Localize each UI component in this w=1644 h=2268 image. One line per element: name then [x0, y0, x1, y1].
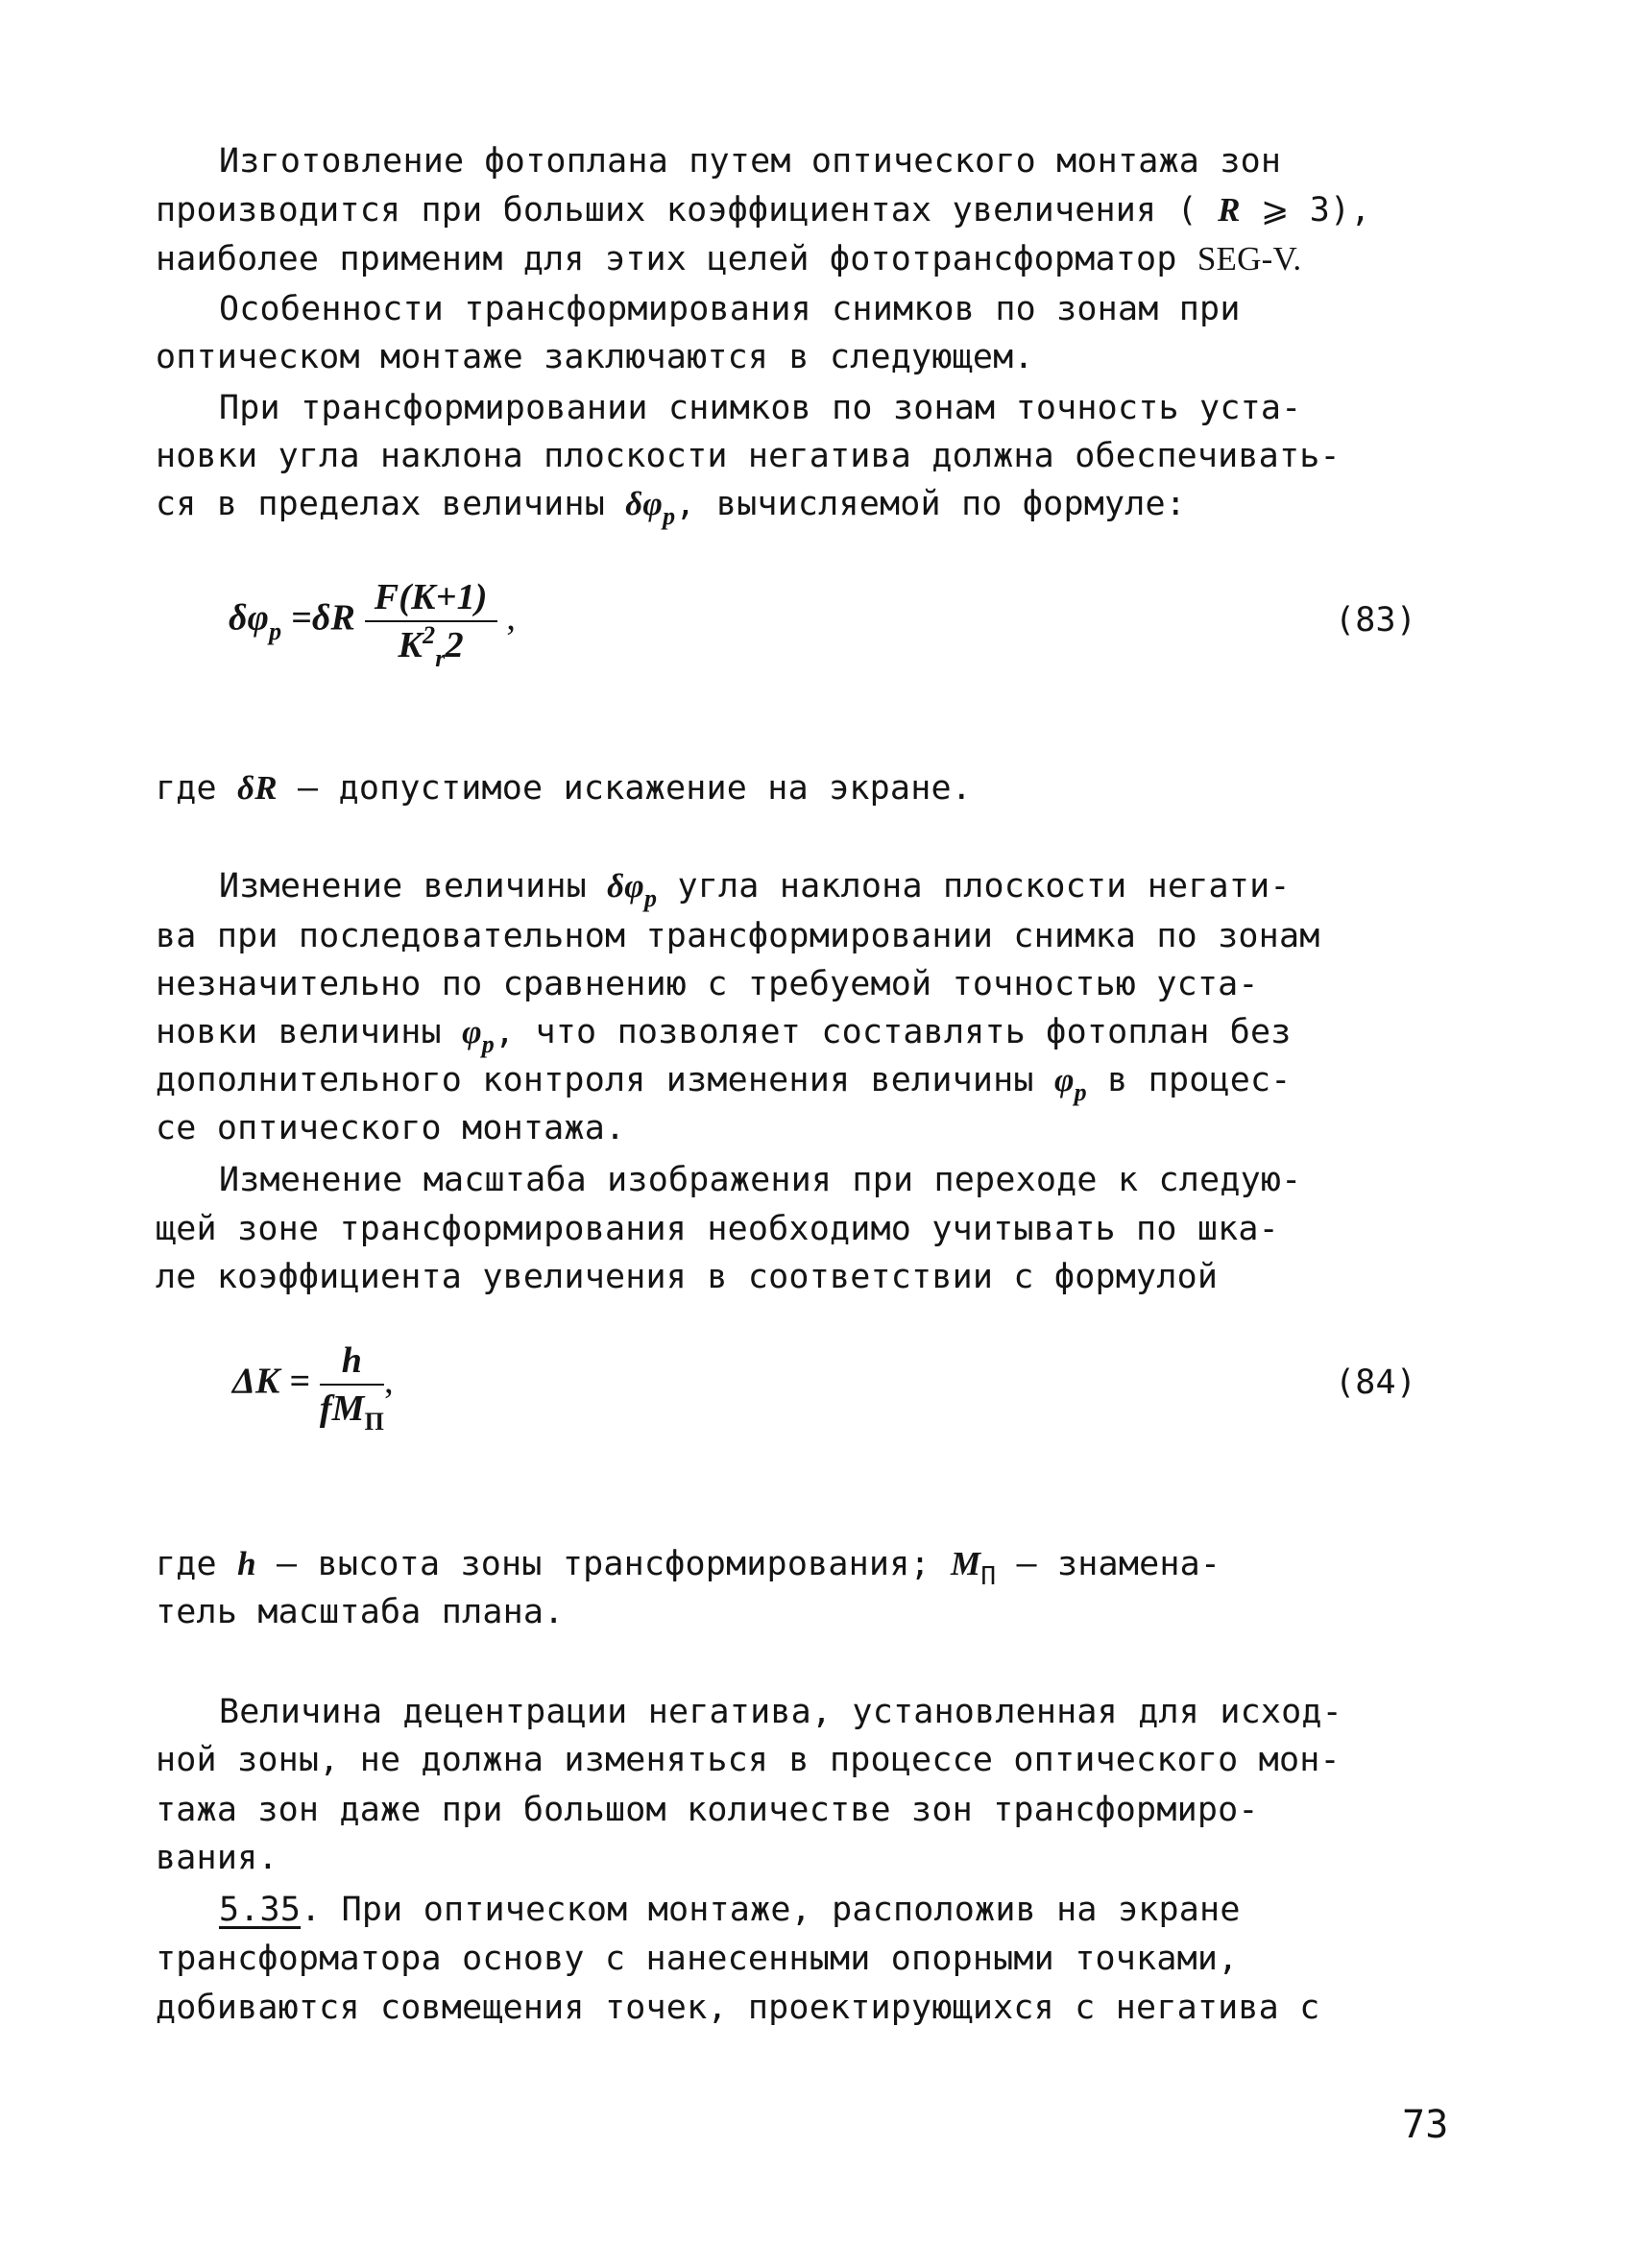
where-h-line-1: где h – высота зоны трансформирования; $M_П$ – знамена- — [156, 1545, 1221, 1591]
paragraph-1-line-2: производится при больших коэффициентах увеличения ( R ⩾ 3), — [156, 191, 1371, 229]
formula-83: $\delta\varphi_p =\delta R$ $\frac{F(K+1)}{K^2_r2}$ , — [229, 577, 517, 672]
fraction-83: $\frac{F(K+1)}{K^2_r2}$ — [365, 576, 497, 666]
where-delta-r: где δR – допустимое искажение на экране. — [156, 769, 973, 808]
equation-number-83: (83) — [1335, 601, 1417, 639]
paragraph-5-line-2: щей зоне трансформирования необходимо учитывать по шка- — [156, 1210, 1279, 1248]
paragraph-7-line-3: добиваются совмещения точек, проектирующихся с негатива с — [156, 1989, 1320, 2027]
paragraph-4-line-3: незначительно по сравнению с требуемой точностью уста- — [156, 965, 1259, 1003]
paragraph-4-line-5: дополнительного контроля изменения величины $\varphi_p$ в процес- — [156, 1061, 1292, 1106]
paragraph-6-line-1: Величина децентрации негатива, установленная для исход- — [219, 1693, 1342, 1731]
paragraph-3-line-1: При трансформировании снимков по зонам точность уста- — [219, 389, 1302, 427]
formula-84: ΔK = $\frac{h}{fM_П}$ , — [232, 1340, 394, 1436]
page-number: 73 — [1402, 2103, 1449, 2147]
paragraph-2-line-1: Особенности трансформирования снимков по зонам при — [219, 290, 1241, 328]
where-h-line-2: тель масштаба плана. — [156, 1593, 565, 1631]
paragraph-1-line-1: Изготовление фотоплана путем оптического монтажа зон — [219, 142, 1282, 181]
paragraph-6-line-3: тажа зон даже при большом количестве зон трансформиро- — [156, 1791, 1259, 1829]
fraction-84: $\frac{h}{fM_П}$ — [319, 1340, 385, 1436]
paragraph-4-line-1: Изменение величины $\delta\varphi_p$ угла наклона плоскости негати- — [219, 867, 1291, 912]
paragraph-7-line-2: трансформатора основу с нанесенными опорными точками, — [156, 1940, 1239, 1978]
paragraph-3-line-3: ся в пределах величины $\delta\varphi_p$, вычисляемой по формуле: — [156, 485, 1187, 530]
paragraph-4-line-2: ва при последовательном трансформировании снимка по зонам — [156, 917, 1320, 955]
paragraph-1-line-3: наиболее применим для этих целей фототрансформатор SEG-V. — [156, 240, 1302, 278]
paragraph-6-line-2: ной зоны, не должна изменяться в процессе оптического мон- — [156, 1741, 1341, 1779]
paragraph-6-line-4: вания. — [156, 1839, 278, 1877]
paragraph-3-line-2: новки угла наклона плоскости негатива должна обеспечивать- — [156, 437, 1341, 475]
paragraph-2-line-2: оптическом монтаже заключаются в следующем. — [156, 338, 1034, 376]
paragraph-5-line-3: ле коэффициента увеличения в соответствии с формулой — [156, 1258, 1219, 1296]
paragraph-4-line-6: се оптического монтажа. — [156, 1109, 626, 1147]
paragraph-4-line-4: новки величины $\varphi_p$, что позволяет составлять фотоплан без — [156, 1013, 1292, 1058]
paragraph-5-line-1: Изменение масштаба изображения при переходе к следую- — [219, 1161, 1302, 1199]
equation-number-84: (84) — [1335, 1363, 1417, 1402]
section-number: 5.35 — [219, 1891, 302, 1929]
paragraph-7-line-1: 5.35. При оптическом монтаже, расположив на экране — [219, 1891, 1241, 1929]
